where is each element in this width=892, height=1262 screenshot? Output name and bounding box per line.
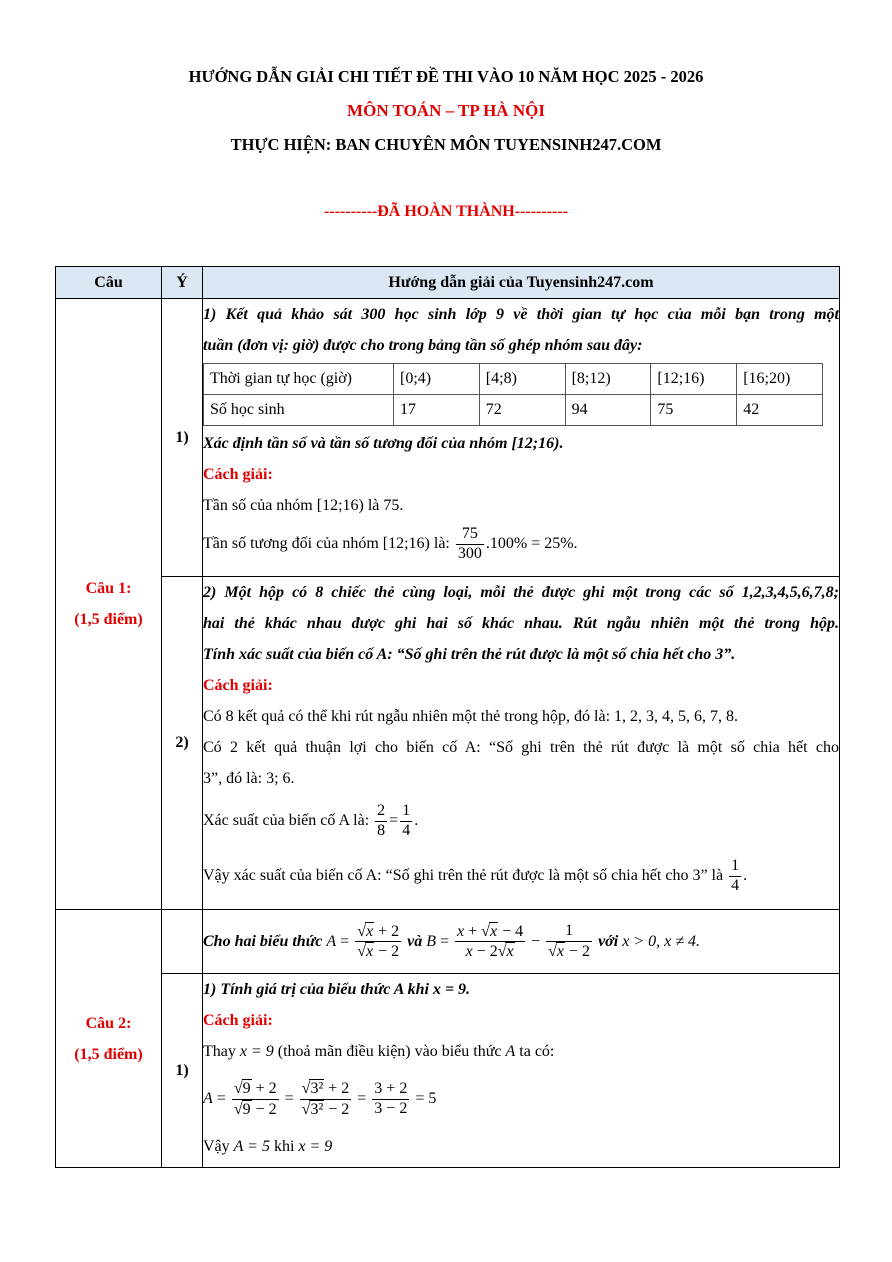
question-label-cell [56, 910, 162, 1168]
intro-text: với [598, 932, 619, 950]
problem-text: 2) Một hộp có 8 chiếc thẻ cùng loại, mỗi thẻ được ghi một trong các số 1,2,3,4,5,6,7,8; [203, 584, 839, 601]
solution-label: Tần số tương đối của nhóm [12;16) là: [203, 535, 450, 552]
method-heading: Cách giải: [203, 466, 273, 483]
numerator: 1 [546, 922, 592, 941]
solution-text: Có 2 kết quả thuận lợi cho biến cố A: “Số ghi trên thẻ rút được là một số chia hết cho [203, 739, 839, 756]
numerator: √3² + 2 [300, 1079, 352, 1099]
denominator: √3² − 2 [301, 1100, 350, 1118]
var-a: A [393, 981, 404, 998]
frequency-table [203, 363, 823, 426]
expression-definition: Cho hai biểu thức A = $\frac{√x + 2}{√x - 2}$ và B = $\frac{x + √x - 4}{x - 2√x}$ − $\frac{1}{√x - 2}$ với x > 0, x ≠ 4. [203, 922, 700, 961]
answer-cell [203, 577, 840, 910]
frequency-row [204, 364, 823, 395]
denominator: 4 [731, 876, 740, 894]
numerator: 1 [729, 857, 741, 876]
solution-tail: .100% = 25%. [485, 535, 578, 552]
solution-var: A [505, 1043, 516, 1060]
question-number: Câu 2: [85, 1014, 132, 1032]
table-row [56, 974, 840, 1168]
denominator: √x − 2 [357, 943, 400, 961]
document-author: THỰC HIỆN: BAN CHUYÊN MÔN TUYENSINH247.COM [230, 135, 662, 154]
header-cau: Câu [56, 267, 162, 299]
header-y: Ý [162, 267, 203, 299]
document-title: HƯỚNG DẪN GIẢI CHI TIẾT ĐỀ THI VÀO 10 NĂM HỌC 2025 - 2026 [188, 67, 704, 86]
numerator: 3 + 2 [372, 1080, 409, 1099]
answer-cell [203, 299, 840, 577]
problem-text [203, 974, 839, 1005]
solution-text [203, 1036, 839, 1067]
fraction [300, 1079, 352, 1119]
frequency-row [204, 395, 823, 426]
part-label: 1) [162, 299, 203, 577]
denominator: √9 − 2 [233, 1100, 277, 1118]
solution-text: 3”, đó là: 3; 6. [203, 770, 295, 787]
numerator: √x + 2 [355, 922, 401, 942]
solution-text: Tần số của nhóm [12;16) là 75. [203, 497, 404, 514]
fraction [375, 802, 387, 840]
denominator: 4 [402, 821, 411, 839]
answer-cell [203, 974, 840, 1168]
solution-text: Có 8 kết quả có thể khi rút ngẫu nhiên một thẻ trong hộp, đó là: 1, 2, 3, 4, 5, 6, 7, 8. [203, 708, 739, 725]
freq-cell: 75 [651, 395, 737, 426]
fraction [546, 922, 592, 961]
freq-cell: 17 [394, 395, 480, 426]
part-label: 2) [162, 577, 203, 910]
solution-value: A = 5 [233, 1138, 270, 1155]
solution-value: x = 9 [298, 1138, 333, 1155]
solution-label: Xác suất của biến cố A là: [203, 812, 370, 829]
freq-cell: 94 [565, 395, 651, 426]
fraction [729, 857, 741, 895]
question-points: (1,5 điểm) [74, 611, 143, 628]
intro-text: Cho hai biểu thức [203, 932, 323, 950]
denominator: 300 [457, 544, 482, 562]
solution-label: Thay [203, 1043, 236, 1060]
question-label-cell [56, 299, 162, 910]
condition: x > 0, x ≠ 4. [622, 932, 700, 950]
solution-label: Vậy [203, 1138, 230, 1155]
freq-cell: 42 [737, 395, 823, 426]
numerator: x + √x − 4 [455, 922, 525, 942]
numerator: 75 [456, 525, 484, 544]
solution-equation: A = $\frac{√9 + 2}{√9 - 2}$ = $\frac{\text{√3² + 2}}{\text{√3² − 2}}$ = $\frac{3 + 2}{3 - 2}$ = 5 [203, 1080, 437, 1118]
question-number: Câu 1: [85, 580, 132, 597]
freq-cell: [0;4) [394, 364, 480, 395]
freq-cell: [8;12) [565, 364, 651, 395]
fraction [232, 1079, 279, 1119]
denominator: √x − 2 [548, 942, 591, 960]
fraction [456, 525, 484, 563]
answer-cell [203, 910, 840, 974]
freq-cell: [4;8) [479, 364, 565, 395]
question-points: (1,5 điểm) [74, 1045, 143, 1063]
freq-cell: Số học sinh [204, 395, 394, 426]
solution-text [203, 521, 839, 567]
table-header-row [56, 267, 840, 299]
var-b: B [426, 932, 437, 950]
table-row [56, 910, 840, 974]
solution-value: x = 9 [239, 1043, 274, 1060]
denominator: 8 [377, 821, 386, 839]
problem-text: tuần (đơn vị: giờ) được cho trong bảng tần số ghép nhóm sau đây: [203, 337, 643, 354]
solution-text: Vậy xác suất của biến cố A: “Số ghi trên thẻ rút được là một số chia hết cho 3” là $\frac{1}{4}$ . [203, 857, 748, 894]
freq-cell: [12;16) [651, 364, 737, 395]
numerator: 1 [400, 802, 412, 821]
numerator: 2 [375, 802, 387, 821]
problem-text: hai thẻ khác nhau được ghi hai số khác nhau. Rút ngẫu nhiên một thẻ trong hộp. [203, 615, 839, 632]
solution-label: ta có: [519, 1043, 555, 1060]
problem-text: Xác định tần số và tần số tương đối của nhóm [12;16). [203, 435, 564, 452]
solution-text: Xác suất của biến cố A là: $\frac{2}{8}$ = $\frac{1}{4}$ . [203, 802, 419, 839]
header-guide: Hướng dẫn giải của Tuyensinh247.com [203, 267, 840, 299]
fraction [372, 1080, 409, 1118]
solution-label: Vậy xác suất của biến cố A: “Số ghi trên thẻ rút được là một số chia hết cho 3” là [203, 867, 724, 884]
document-subject: MÔN TOÁN – TP HÀ NỘI [347, 101, 545, 120]
denominator: x − 2√x [465, 943, 514, 961]
table-row [56, 577, 840, 910]
solution-label: (thoả mãn điều kiện) vào biểu thức [277, 1043, 502, 1060]
var-a: A [326, 932, 337, 950]
freq-cell: Thời gian tự học (giờ) [204, 364, 394, 395]
intro-text: và [407, 932, 423, 950]
denominator: 3 − 2 [374, 1099, 408, 1117]
fraction [355, 922, 401, 962]
problem-label: 1) Tính giá trị của biểu thức [203, 981, 391, 998]
numerator: √9 + 2 [232, 1079, 279, 1099]
solution-table [55, 266, 840, 1168]
method-heading: Cách giải: [203, 677, 273, 694]
problem-value: x = 9. [432, 981, 471, 998]
fraction [455, 922, 525, 962]
fraction [400, 802, 412, 840]
problem-text: 1) Kết quả khảo sát 300 học sinh lớp 9 về thời gian tự học của mỗi bạn trong một [203, 306, 839, 323]
table-row [56, 299, 840, 577]
solution-conclusion [203, 1131, 839, 1162]
part-label-empty [162, 910, 203, 974]
freq-cell: [16;20) [737, 364, 823, 395]
solution-label: khi [273, 1138, 295, 1155]
method-heading: Cách giải: [203, 1012, 273, 1029]
freq-cell: 72 [479, 395, 565, 426]
part-label: 1) [162, 974, 203, 1168]
problem-text: Tính xác suất của biến cố A: “Số ghi trên thẻ rút được là một số chia hết cho 3”. [203, 646, 736, 663]
status-banner: ----------ĐÃ HOÀN THÀNH---------- [323, 203, 569, 220]
problem-label: khi [407, 981, 429, 998]
